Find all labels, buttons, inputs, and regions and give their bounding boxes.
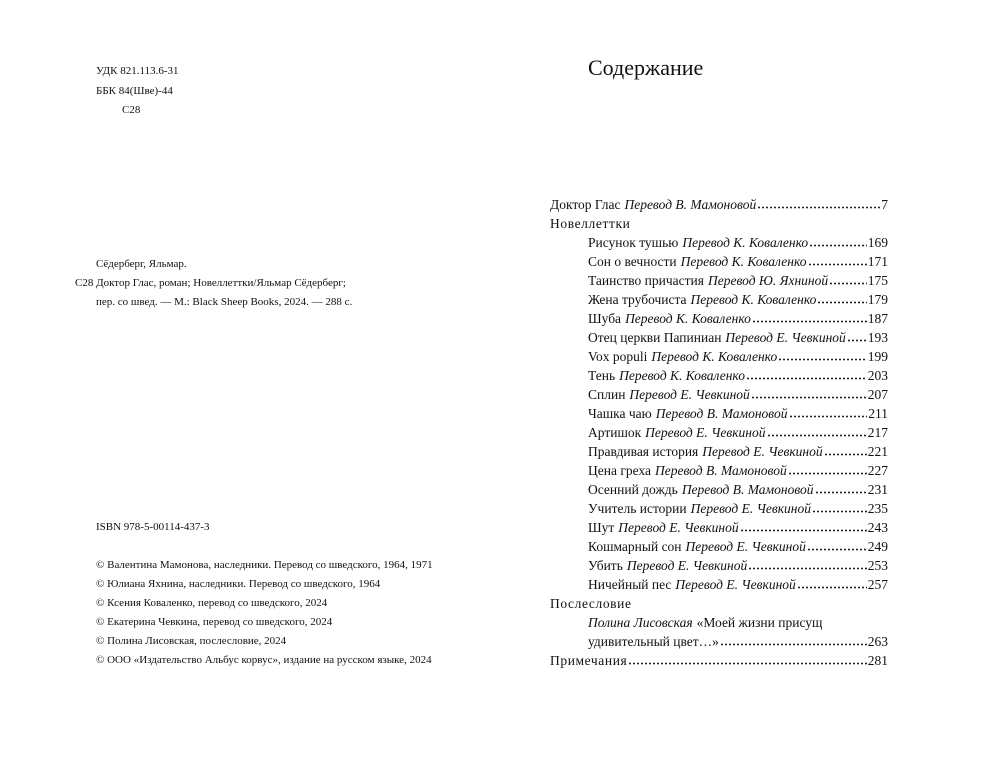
toc-entry-translator: Перевод Е. Чевкиной bbox=[645, 425, 766, 440]
toc-entry-story[interactable] bbox=[588, 519, 888, 536]
dot-leader bbox=[824, 453, 867, 456]
toc-entry-page: 211 bbox=[868, 406, 888, 421]
dot-leader bbox=[788, 472, 867, 475]
toc-entry-story[interactable] bbox=[588, 500, 888, 517]
toc-entry-author: Полина Лисовская bbox=[588, 615, 693, 630]
dot-leader bbox=[778, 358, 867, 361]
toc-entry-page: 243 bbox=[867, 520, 888, 535]
dot-leader bbox=[807, 548, 867, 551]
toc-entry-translator: Перевод В. Мамоновой bbox=[655, 463, 787, 478]
toc-entry-title: Доктор Глас bbox=[550, 197, 621, 212]
toc-entry-page: 249 bbox=[867, 539, 888, 554]
toc-entry-doctor-glas[interactable] bbox=[550, 196, 888, 213]
toc-entry-page: 7 bbox=[881, 197, 888, 212]
toc-entry-translator: Перевод К. Коваленко bbox=[682, 235, 809, 250]
toc-entry-notes[interactable] bbox=[550, 652, 888, 669]
contents-page bbox=[500, 0, 1000, 769]
toc-entry-translator: Перевод К. Коваленко bbox=[680, 254, 807, 269]
toc-entry-story[interactable] bbox=[588, 310, 888, 327]
dot-leader bbox=[809, 244, 867, 247]
toc-entry-translator: Перевод Е. Чевкиной bbox=[690, 501, 811, 516]
toc-entry-page: 235 bbox=[867, 501, 888, 516]
dot-leader bbox=[797, 586, 867, 589]
toc-entry-title: Цена греха bbox=[588, 463, 651, 478]
dot-leader bbox=[789, 415, 868, 418]
page-title: Содержание bbox=[588, 55, 704, 80]
toc-entry-page: 231 bbox=[867, 482, 888, 497]
toc-entry-page: 193 bbox=[867, 330, 888, 345]
toc-entry-translator: Перевод Е. Чевкиной bbox=[629, 387, 750, 402]
toc-entry-title: Vox populi bbox=[588, 349, 648, 364]
dot-leader bbox=[752, 320, 867, 323]
toc-entry-story[interactable] bbox=[588, 424, 888, 441]
toc-entry-story[interactable] bbox=[588, 253, 888, 270]
dot-leader bbox=[740, 529, 867, 532]
toc-entry-page: 263 bbox=[867, 634, 888, 649]
toc-entry-page: 207 bbox=[867, 387, 888, 402]
dot-leader bbox=[751, 396, 867, 399]
toc-entry-translator: Перевод Ю. Яхниной bbox=[707, 273, 829, 288]
toc-entry-translator: Перевод Е. Чевкиной bbox=[618, 520, 739, 535]
toc-entry-title: Учитель истории bbox=[588, 501, 687, 516]
toc-entry-page: 217 bbox=[867, 425, 888, 440]
isbn: ISBN 978-5-00114-437-3 bbox=[96, 521, 210, 533]
toc-entry-story[interactable] bbox=[588, 386, 888, 403]
dot-leader bbox=[817, 301, 866, 304]
copyright-line: © Ксения Коваленко, перевод со шведского, 2024 bbox=[96, 597, 328, 609]
section-heading-novelettes: Новеллеттки bbox=[550, 216, 631, 231]
catalog-code: С28 bbox=[75, 277, 94, 289]
toc-entry-title: Убить bbox=[588, 558, 623, 573]
toc-entry-story[interactable] bbox=[588, 443, 888, 460]
toc-entry-story[interactable] bbox=[588, 272, 888, 289]
copyright-line: © Валентина Мамонова, наследники. Перевод со шведского, 1964, 1971 bbox=[96, 559, 433, 571]
toc-entry-story[interactable] bbox=[588, 329, 888, 346]
udk-code: УДК 821.113.6-31 bbox=[96, 65, 179, 77]
toc-entry-title: Рисунок тушью bbox=[588, 235, 679, 250]
copyright-line: © Полина Лисовская, послесловие, 2024 bbox=[96, 635, 287, 647]
toc-entry-translator: Перевод К. Коваленко bbox=[619, 368, 745, 383]
toc-entry-translator: Перевод К. Коваленко bbox=[625, 311, 751, 326]
toc-entry-title: Шут bbox=[588, 520, 615, 535]
toc-entry-title: Осенний дождь bbox=[588, 482, 678, 497]
toc-entry-page: 257 bbox=[867, 577, 888, 592]
toc-entry-translator: Перевод В. Мамоновой bbox=[655, 406, 788, 421]
toc-entry-page: 171 bbox=[867, 254, 888, 269]
toc-entry-title: Сон о вечности bbox=[588, 254, 677, 269]
toc-entry-translator: Перевод Е. Чевкиной bbox=[685, 539, 806, 554]
catalog-author: Сёдерберг, Яльмар. bbox=[96, 258, 187, 270]
toc-entry-page: 175 bbox=[867, 273, 888, 288]
toc-entry-page: 227 bbox=[867, 463, 888, 478]
toc-entry-title: Ничейный пес bbox=[588, 577, 672, 592]
toc-entry-title: Жена трубочиста bbox=[588, 292, 687, 307]
toc-entry-title: Отец церкви Папиниан bbox=[588, 330, 722, 345]
toc-entry-translator: Перевод К. Коваленко bbox=[690, 292, 817, 307]
toc-entry-title: Примечания bbox=[550, 653, 628, 668]
copyright-line: © Екатерина Чевкина, перевод со шведского, 2024 bbox=[96, 616, 333, 628]
toc-entry-title: Правдивая история bbox=[588, 444, 699, 459]
toc-entry-translator: Перевод Е. Чевкиной bbox=[626, 558, 748, 573]
toc-entry-title: Таинство причастия bbox=[588, 273, 704, 288]
toc-entry-story[interactable] bbox=[588, 538, 888, 555]
catalog-text: Доктор Глас, роман; Новеллеттки/Яльмар Сёдерберг; bbox=[96, 277, 346, 289]
toc-entry-page: 281 bbox=[867, 653, 888, 668]
toc-entry-story[interactable] bbox=[588, 348, 888, 365]
author-mark: С28 bbox=[122, 104, 141, 116]
toc-entry-story[interactable] bbox=[588, 367, 888, 384]
toc-entry-translator: Перевод Е. Чевкиной bbox=[725, 330, 846, 345]
dot-leader bbox=[720, 643, 867, 646]
toc-entry-translator: Перевод В. Мамоновой bbox=[624, 197, 757, 212]
toc-entry-story[interactable] bbox=[588, 462, 888, 479]
toc-entry-story[interactable] bbox=[588, 481, 888, 498]
catalog-description bbox=[75, 276, 346, 290]
toc-entry-title: Артишок bbox=[588, 425, 642, 440]
copyright-line: © Юлиана Яхнина, наследники. Перевод со шведского, 1964 bbox=[96, 578, 381, 590]
toc-entry-page: 199 bbox=[867, 349, 888, 364]
toc-entry-page: 179 bbox=[867, 292, 888, 307]
dot-leader bbox=[748, 567, 867, 570]
toc-entry-title: Тень bbox=[588, 368, 616, 383]
toc-entry-title: Сплин bbox=[588, 387, 626, 402]
toc-entry-translator: Перевод Е. Чевкиной bbox=[675, 577, 796, 592]
dot-leader bbox=[757, 206, 880, 209]
toc-entry-translator: Перевод К. Коваленко bbox=[651, 349, 778, 364]
toc-entry-story[interactable] bbox=[588, 576, 888, 593]
toc-entry-page: 221 bbox=[867, 444, 888, 459]
section-heading-afterword: Послесловие bbox=[550, 596, 632, 611]
dot-leader bbox=[847, 339, 867, 342]
toc-entry-title: удивительный цвет…» bbox=[588, 634, 719, 649]
toc-entry-afterword-cont[interactable] bbox=[588, 633, 888, 650]
dot-leader bbox=[808, 263, 867, 266]
dot-leader bbox=[815, 491, 867, 494]
catalog-text-2: пер. со швед. — М.: Black Sheep Books, 2024. — 288 с. bbox=[96, 296, 353, 308]
dot-leader bbox=[628, 662, 866, 665]
toc-entry-story[interactable] bbox=[588, 405, 888, 422]
dot-leader bbox=[812, 510, 867, 513]
copyright-line: © ООО «Издательство Альбус корвус», издание на русском языке, 2024 bbox=[96, 654, 432, 666]
toc-entry-translator: Перевод Е. Чевкиной bbox=[702, 444, 823, 459]
toc-entry-afterword[interactable] bbox=[588, 614, 888, 631]
bbk-code: ББК 84(Шве)-44 bbox=[96, 85, 173, 97]
toc-entry-story[interactable] bbox=[588, 557, 888, 574]
toc-entry-story[interactable] bbox=[588, 291, 888, 308]
toc-entry-title: Кошмарный сон bbox=[588, 539, 682, 554]
toc-entry-title: Шуба bbox=[588, 311, 622, 326]
toc-entry-story[interactable] bbox=[588, 234, 888, 251]
toc-entry-translator: Перевод В. Мамоновой bbox=[681, 482, 814, 497]
toc-entry-page: 253 bbox=[867, 558, 888, 573]
toc-entry-page: 169 bbox=[867, 235, 888, 250]
dot-leader bbox=[829, 282, 867, 285]
dot-leader bbox=[746, 377, 867, 380]
dot-leader bbox=[767, 434, 867, 437]
toc-entry-title: «Моей жизни присущ bbox=[696, 615, 823, 630]
toc-entry-page: 203 bbox=[867, 368, 888, 383]
toc-entry-page: 187 bbox=[867, 311, 888, 326]
toc-entry-title: Чашка чаю bbox=[588, 406, 652, 421]
